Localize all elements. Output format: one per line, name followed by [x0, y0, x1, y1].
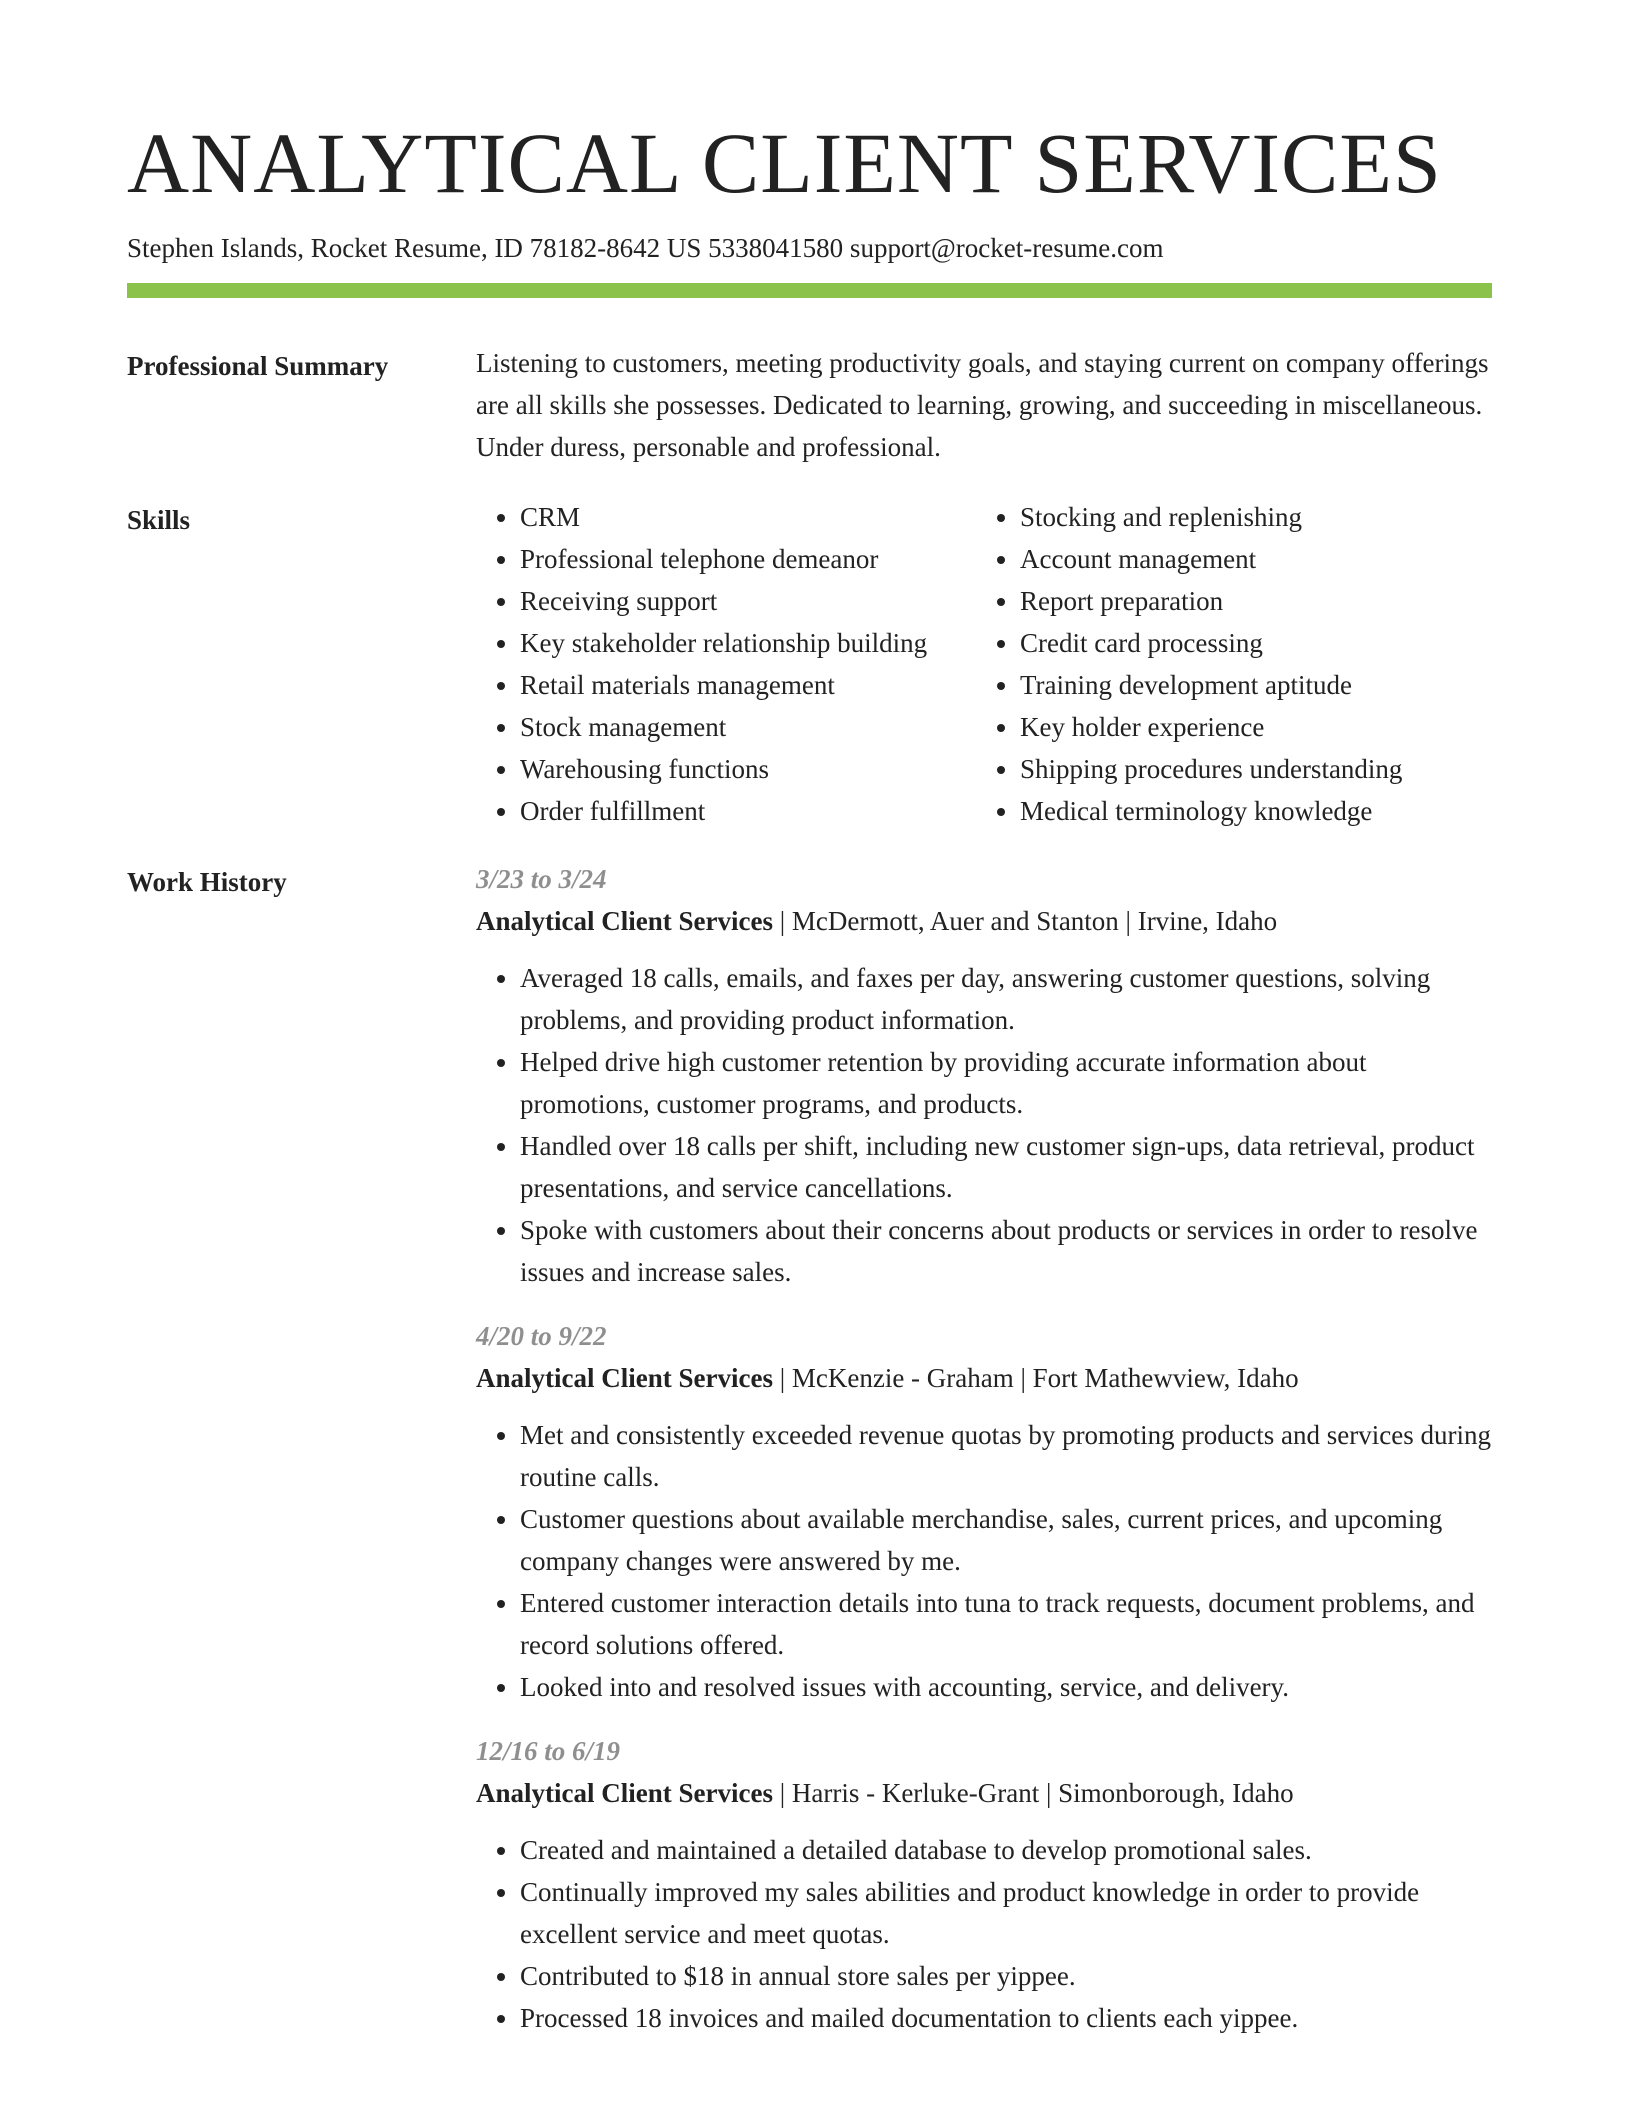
job-dates: 3/23 to 3/24	[476, 864, 607, 895]
skills-list-right	[976, 496, 1402, 832]
contact-info: Stephen Islands, Rocket Resume, ID 78182-8642 US 5338041580 support@rocket-resume.com	[127, 233, 1164, 263]
job-bullets	[476, 1414, 1492, 1708]
skill-item: • Key holder experience	[1020, 706, 1402, 748]
skill-item: • Stocking and replenishing	[1020, 496, 1402, 538]
job-entry	[476, 858, 1492, 1293]
skill-item: • Training development aptitude	[1020, 664, 1402, 706]
skill-item: • Professional telephone demeanor	[520, 538, 976, 580]
job-title: Analytical Client Services	[476, 1778, 773, 1809]
job-bullet: • Entered customer interaction details into tuna to track requests, document problems, and record solutions offered.	[520, 1582, 1492, 1666]
skill-item: • Stock management	[520, 706, 976, 748]
skill-item: • Medical terminology knowledge	[1020, 790, 1402, 832]
job-bullet: • Averaged 18 calls, emails, and faxes per day, answering customer questions, solving problems, and providing product information.	[520, 957, 1492, 1041]
job-bullet: • Handled over 18 calls per shift, including new customer sign-ups, data retrieval, product presentations, and service cancellations.	[520, 1125, 1492, 1209]
job-bullet: • Customer questions about available merchandise, sales, current prices, and upcoming company changes were answered by me.	[520, 1498, 1492, 1582]
resume-page	[127, 115, 1492, 2069]
job-bullet: • Met and consistently exceeded revenue quotas by promoting products and services during routine calls.	[520, 1414, 1492, 1498]
job-bullets	[476, 957, 1492, 1293]
skill-item: • Credit card processing	[1020, 622, 1402, 664]
skill-item: • Retail materials management	[520, 664, 976, 706]
header-divider	[127, 283, 1492, 298]
job-details: | McDermott, Auer and Stanton | Irvine, Idaho	[772, 906, 1278, 937]
job-dates: 4/20 to 9/22	[476, 1321, 607, 1352]
job-heading	[476, 900, 1492, 942]
skill-item: • Report preparation	[1020, 580, 1402, 622]
skill-item: • CRM	[520, 496, 976, 538]
job-title: Analytical Client Services	[476, 906, 773, 937]
job-heading	[476, 1772, 1492, 1814]
job-title: Analytical Client Services	[476, 1363, 773, 1394]
job-bullet: • Looked into and resolved issues with accounting, service, and delivery.	[520, 1666, 1492, 1708]
section-title-skills: Skills	[127, 505, 191, 536]
job-entry	[476, 1315, 1492, 1708]
skill-item: • Account management	[1020, 538, 1402, 580]
skills-section	[127, 504, 1492, 832]
job-bullet: • Spoke with customers about their concerns about products or services in order to resolve issues and increase sales.	[520, 1209, 1492, 1293]
summary-text: Listening to customers, meeting productivity goals, and staying current on company offerings are all skills she possesses. Dedicated to learning, growing, and succeeding in miscellaneous. Under duress, personable and professional.	[476, 348, 1489, 463]
job-details: | Harris - Kerluke-Grant | Simonborough, Idaho	[772, 1778, 1294, 1809]
job-bullet: • Continually improved my sales abilities and product knowledge in order to provide excellent service and meet quotas.	[520, 1871, 1492, 1955]
job-bullet: • Created and maintained a detailed database to develop promotional sales.	[520, 1829, 1492, 1871]
section-title-summary: Professional Summary	[127, 351, 389, 382]
work-history-section	[127, 866, 1492, 2069]
job-dates: 12/16 to 6/19	[476, 1736, 621, 1767]
summary-section	[127, 350, 1492, 468]
job-heading	[476, 1357, 1492, 1399]
job-bullet: • Processed 18 invoices and mailed documentation to clients each yippee.	[520, 1997, 1492, 2039]
job-entry	[476, 1730, 1492, 2039]
skill-item: • Key stakeholder relationship building	[520, 622, 976, 664]
job-bullets	[476, 1829, 1492, 2039]
section-title-work-history: Work History	[127, 867, 287, 898]
skill-item: • Order fulfillment	[520, 790, 976, 832]
job-bullet: • Helped drive high customer retention by providing accurate information about promotions, customer programs, and products.	[520, 1041, 1492, 1125]
skill-item: • Warehousing functions	[520, 748, 976, 790]
candidate-name: ANALYTICAL CLIENT SERVICES	[127, 115, 1442, 211]
skills-list-left	[476, 496, 976, 832]
skill-item: • Shipping procedures understanding	[1020, 748, 1402, 790]
skill-item: • Receiving support	[520, 580, 976, 622]
job-bullet: • Contributed to $18 in annual store sales per yippee.	[520, 1955, 1492, 1997]
job-details: | McKenzie - Graham | Fort Mathewview, Idaho	[772, 1363, 1299, 1394]
